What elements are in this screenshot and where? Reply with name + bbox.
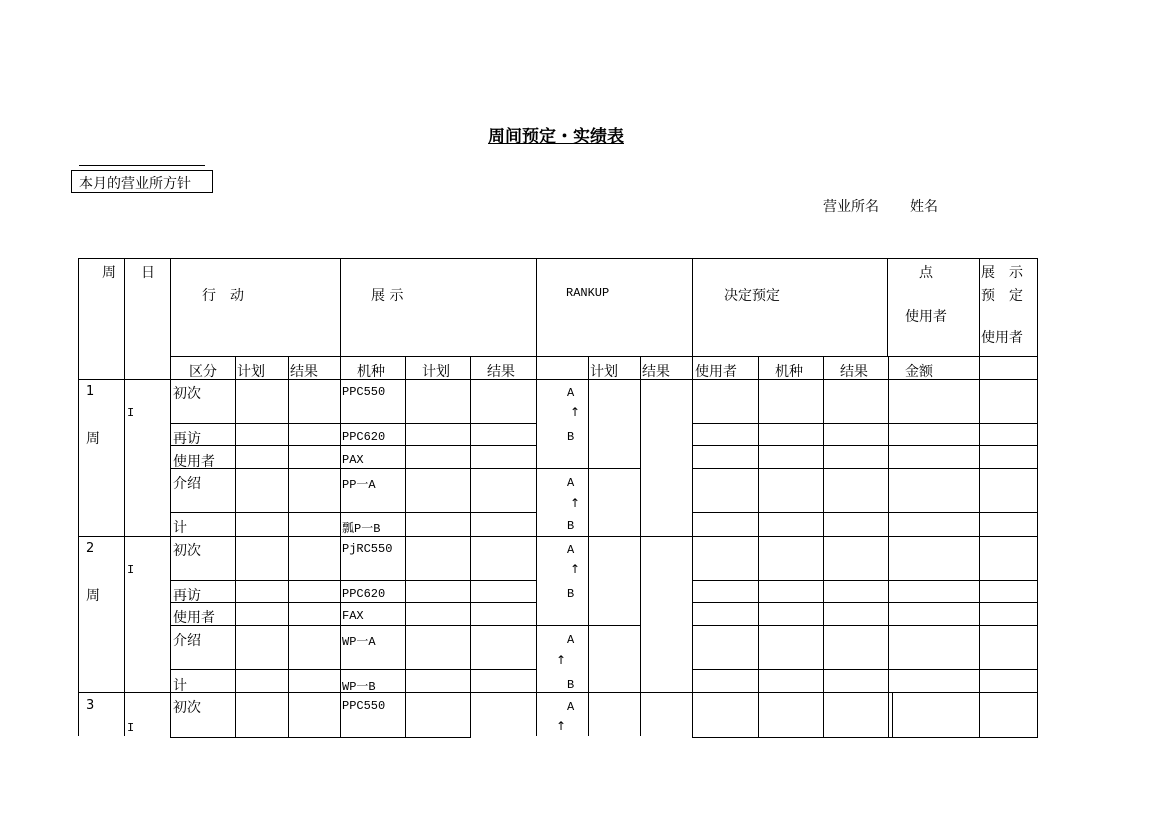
person-name-label: 姓名	[910, 199, 938, 215]
header-action: 行 动	[202, 288, 244, 304]
table-line	[692, 468, 1038, 469]
rank-from: A	[567, 543, 575, 557]
table-line	[235, 356, 236, 738]
subheader-user: 使用者	[695, 364, 737, 380]
subheader-result: 结果	[290, 364, 318, 380]
model-name: WP一B	[342, 680, 376, 694]
header-rankup: RANKUP	[566, 286, 610, 300]
rank-from: A	[567, 476, 575, 490]
table-line	[405, 356, 406, 738]
table-line	[758, 356, 759, 738]
table-line	[78, 258, 1038, 259]
table-line	[170, 423, 536, 424]
subheader-amount: 金额	[905, 364, 933, 380]
row-category: 再访	[173, 431, 201, 447]
table-line	[640, 356, 641, 736]
table-line	[78, 692, 1038, 693]
table-line	[288, 356, 289, 738]
week-unit: 周	[86, 588, 100, 604]
table-line	[170, 258, 171, 738]
table-line	[170, 602, 536, 603]
page-title: 周间预定・实绩表	[488, 127, 624, 147]
model-name: 瓢P一B	[342, 522, 381, 536]
week-number: 1	[86, 384, 95, 399]
up-arrow-icon: ↑	[556, 719, 567, 733]
table-line	[78, 258, 79, 736]
week-number: 2	[86, 541, 95, 556]
subheader-plan3: 计划	[590, 364, 618, 380]
table-line	[692, 580, 1038, 581]
table-line	[823, 356, 824, 738]
subheader-model: 机种	[357, 364, 385, 380]
row-category: 再访	[173, 588, 201, 604]
model-name: PPC550	[342, 699, 386, 713]
up-arrow-icon: ↑	[570, 405, 581, 419]
row-category: 使用者	[173, 454, 215, 470]
table-line	[170, 737, 471, 738]
model-name: PAX	[342, 453, 364, 467]
table-line	[692, 737, 1038, 738]
row-category: 初次	[173, 700, 201, 716]
table-line	[887, 258, 888, 356]
rank-to: B	[567, 678, 575, 692]
table-line	[340, 258, 341, 738]
policy-label: 本月的营业所方针	[79, 176, 191, 192]
table-line	[170, 580, 536, 581]
table-line	[692, 423, 1038, 424]
up-arrow-icon: ↑	[556, 653, 567, 667]
office-name-label: 营业所名	[823, 199, 879, 215]
model-name: PPC620	[342, 587, 386, 601]
header-day: 日	[141, 265, 155, 281]
subheader-result3: 结果	[642, 364, 670, 380]
rank-to: B	[567, 430, 575, 444]
table-line	[170, 512, 536, 513]
row-category: 介绍	[173, 476, 201, 492]
header-exhibit: 展 示	[371, 288, 404, 304]
model-name: PjRC550	[342, 542, 393, 556]
table-line	[692, 602, 1038, 603]
model-name: FAX	[342, 609, 364, 623]
subheader-result2: 结果	[487, 364, 515, 380]
table-line	[892, 692, 893, 738]
model-name: PPC550	[342, 385, 386, 399]
table-line	[692, 669, 1038, 670]
subheader-result4: 结果	[840, 364, 868, 380]
model-name: PPC620	[342, 430, 386, 444]
row-category: 计	[173, 678, 187, 694]
table-line	[588, 356, 589, 736]
table-line	[470, 356, 471, 738]
model-name: WP一A	[342, 635, 376, 649]
table-line	[692, 512, 1038, 513]
week-unit: 周	[86, 431, 100, 447]
table-line	[78, 536, 1038, 537]
row-category: 介绍	[173, 633, 201, 649]
table-line	[170, 445, 536, 446]
day-mark: I	[127, 563, 135, 577]
table-line	[692, 625, 1038, 626]
week-number: 3	[86, 698, 95, 713]
table-line	[78, 379, 1038, 380]
table-line	[692, 445, 1038, 446]
table-line	[536, 258, 537, 736]
rank-from: A	[567, 700, 575, 714]
row-category: 计	[173, 520, 187, 536]
day-mark: I	[127, 406, 135, 420]
subheader-model2: 机种	[775, 364, 803, 380]
header-exhibit-plan-1: 展 示	[981, 265, 1023, 281]
table-line	[170, 669, 536, 670]
table-line	[1037, 258, 1038, 738]
table-line	[692, 258, 693, 738]
table-line	[170, 356, 1038, 357]
subheader-plan2: 计划	[422, 364, 450, 380]
up-arrow-icon: ↑	[570, 496, 581, 510]
rank-from: A	[567, 386, 575, 400]
header-points-user: 使用者	[905, 309, 947, 325]
table-line	[888, 356, 889, 738]
row-category: 初次	[173, 543, 201, 559]
subheader-plan: 计划	[237, 364, 265, 380]
row-category: 使用者	[173, 610, 215, 626]
subheader-category: 区分	[189, 364, 217, 380]
up-arrow-icon: ↑	[570, 562, 581, 576]
row-category: 初次	[173, 386, 201, 402]
day-mark: I	[127, 721, 135, 735]
model-name: PP一A	[342, 478, 376, 492]
table-line	[979, 258, 980, 738]
policy-overline	[79, 165, 205, 166]
header-exhibit-plan-2: 预 定	[981, 288, 1023, 304]
header-points: 点	[919, 265, 933, 281]
rank-to: B	[567, 519, 575, 533]
rank-to: B	[567, 587, 575, 601]
rank-from: A	[567, 633, 575, 647]
header-exhibit-plan-user: 使用者	[981, 330, 1023, 346]
header-week: 周	[102, 265, 116, 281]
header-decision: 决定预定	[724, 288, 780, 304]
table-line	[124, 258, 125, 736]
